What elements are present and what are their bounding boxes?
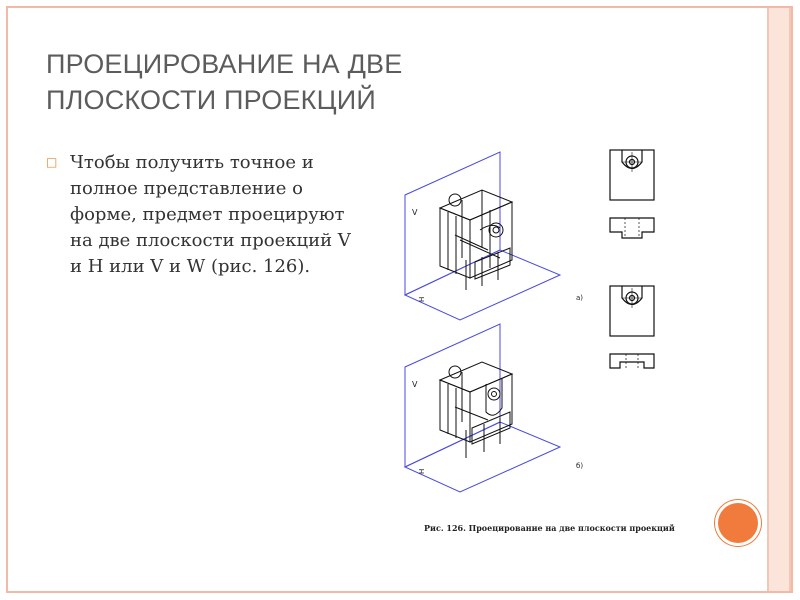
label-h-b: H <box>418 468 426 474</box>
ortho-views-b <box>610 286 654 368</box>
decorative-side-strip <box>767 8 791 591</box>
top-view-b <box>610 354 654 368</box>
plane-v-a <box>405 152 500 295</box>
label-v-b: V <box>412 380 418 389</box>
object-a <box>440 190 512 290</box>
title-line-2: ПЛОСКОСТИ ПРОЕКЦИЙ <box>46 85 376 115</box>
decorative-orange-circle <box>715 500 761 546</box>
label-v-a: V <box>412 208 418 217</box>
bullet-text: Чтобы получить точное и полное представление о форме, предмет проецируют на две плоскости проекций V и H или V и W (рис. 126). <box>70 152 351 277</box>
bullet-square-icon: □ <box>46 155 58 169</box>
label-h-a: H <box>418 296 426 302</box>
label-a: а) <box>576 294 584 302</box>
figure-a-isometric <box>405 150 654 320</box>
figure-caption: Рис. 126. Проецирование на две плоскости проекций <box>424 523 675 533</box>
slide-title <box>46 46 646 118</box>
figure-b-isometric <box>405 286 654 492</box>
label-b: б) <box>576 462 584 470</box>
ortho-views-a <box>610 150 654 238</box>
object-b <box>440 362 512 458</box>
plane-h-b <box>405 422 560 492</box>
top-view-a <box>610 218 654 238</box>
title-line-1: ПРОЕЦИРОВАНИЕ НА ДВЕ <box>46 49 403 79</box>
projection-figure <box>400 140 670 540</box>
